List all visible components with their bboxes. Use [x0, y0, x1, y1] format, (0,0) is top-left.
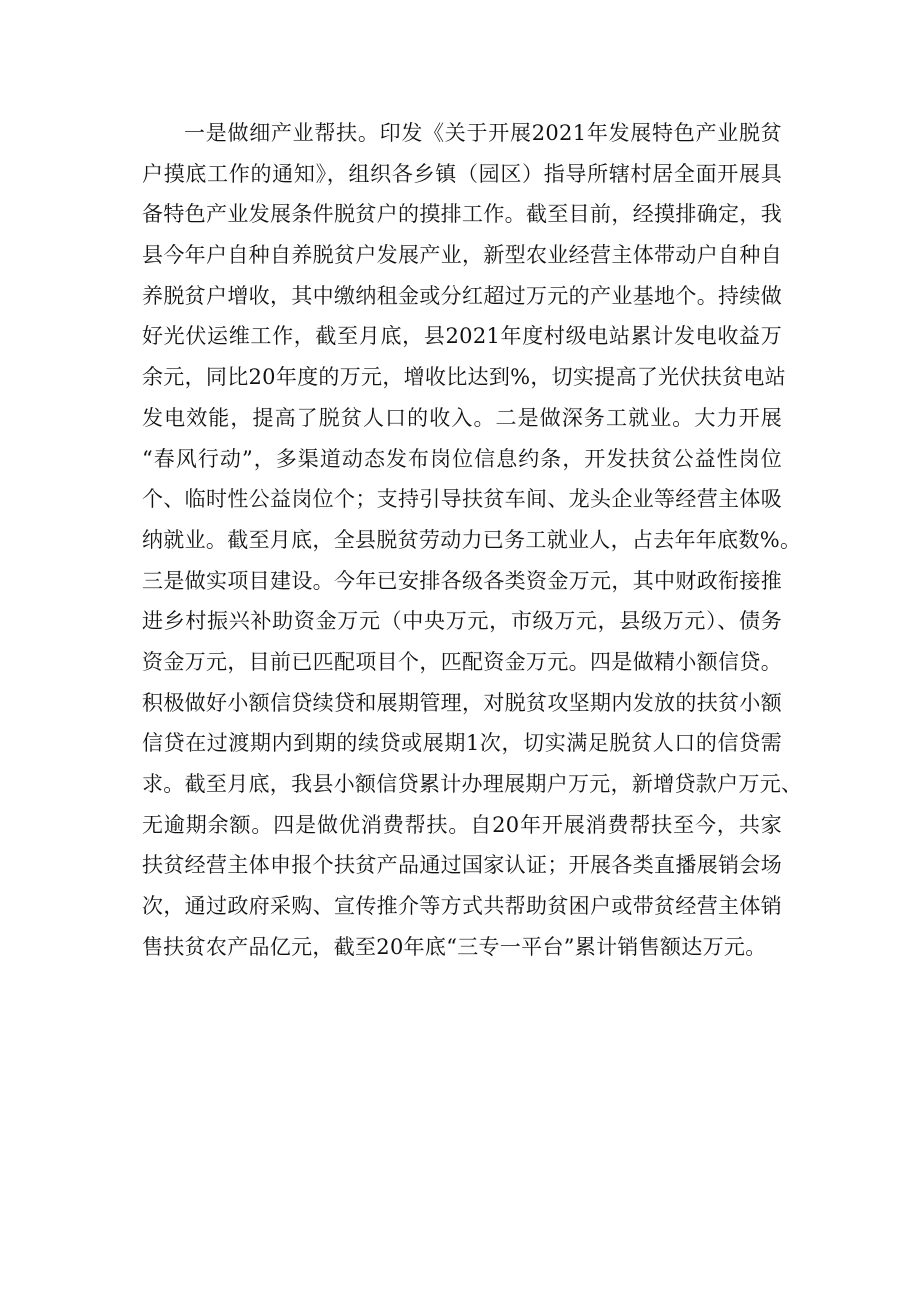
paragraph-line: 发电效能，提高了脱贫人口的收入。二是做深务工就业。大力开展 [142, 405, 782, 430]
paragraph-line: 备特色产业发展条件脱贫户的摸排工作。截至目前，经摸排确定，我 [142, 202, 782, 227]
paragraph-line: 户摸底工作的通知》，组织各乡镇（园区）指导所辖村居全面开展具 [142, 161, 782, 186]
paragraph-line: 进乡村振兴补助资金万元（中央万元，市级万元，县级万元）、债务 [142, 609, 782, 634]
paragraph-line: 售扶贫农产品亿元，截至20年底“三专一平台”累计销售额达万元。 [142, 934, 767, 959]
paragraph-line: 无逾期余额。四是做优消费帮扶。自20年开展消费帮扶至今，共家 [142, 812, 782, 837]
paragraph-line: 余元，同比20年度的万元，增收比达到%，切实提高了光伏扶贫电站 [142, 365, 786, 390]
paragraph-line: 求。截至月底，我县小额信贷累计办理展期户万元，新增贷款户万元、 [142, 772, 803, 796]
paragraph-line: 纳就业。截至月底，全县脱贫劳动力已务工就业人，占去年年底数%。 [142, 527, 802, 552]
paragraph-line: “春风行动”，多渠道动态发布岗位信息约条，开发扶贫公益性岗位 [142, 446, 782, 471]
paragraph-line: 资金万元，目前已匹配项目个，匹配资金万元。四是做精小额信贷。 [142, 649, 782, 674]
paragraph-line: 好光伏运维工作，截至月底，县2021年度村级电站累计发电收益万 [142, 324, 782, 349]
paragraph-line: 个、临时性公益岗位个；支持引导扶贫车间、龙头企业等经营主体吸 [142, 487, 782, 512]
paragraph-line: 次，通过政府采购、宣传推介等方式共帮助贫困户或带贫经营主体销 [142, 894, 782, 919]
paragraph-line: 县今年户自种自养脱贫户发展产业，新型农业经营主体带动户自种自 [142, 243, 782, 268]
paragraph-line: 一是做细产业帮扶。印发《关于开展2021年发展特色产业脱贫 [184, 121, 782, 145]
paragraph-line: 信贷在过渡期内到期的续贷或展期1次，切实满足脱贫人口的信贷需 [142, 731, 782, 756]
paragraph-line: 扶贫经营主体申报个扶贫产品通过国家认证；开展各类直播展销会场 [142, 853, 782, 878]
body-paragraph [142, 113, 803, 967]
paragraph-line: 三是做实项目建设。今年已安排各级各类资金万元，其中财政衔接推 [142, 568, 782, 593]
paragraph-line: 积极做好小额信贷续贷和展期管理，对脱贫攻坚期内发放的扶贫小额 [142, 690, 782, 715]
paragraph-line: 养脱贫户增收，其中缴纳租金或分红超过万元的产业基地个。持续做 [142, 283, 782, 308]
